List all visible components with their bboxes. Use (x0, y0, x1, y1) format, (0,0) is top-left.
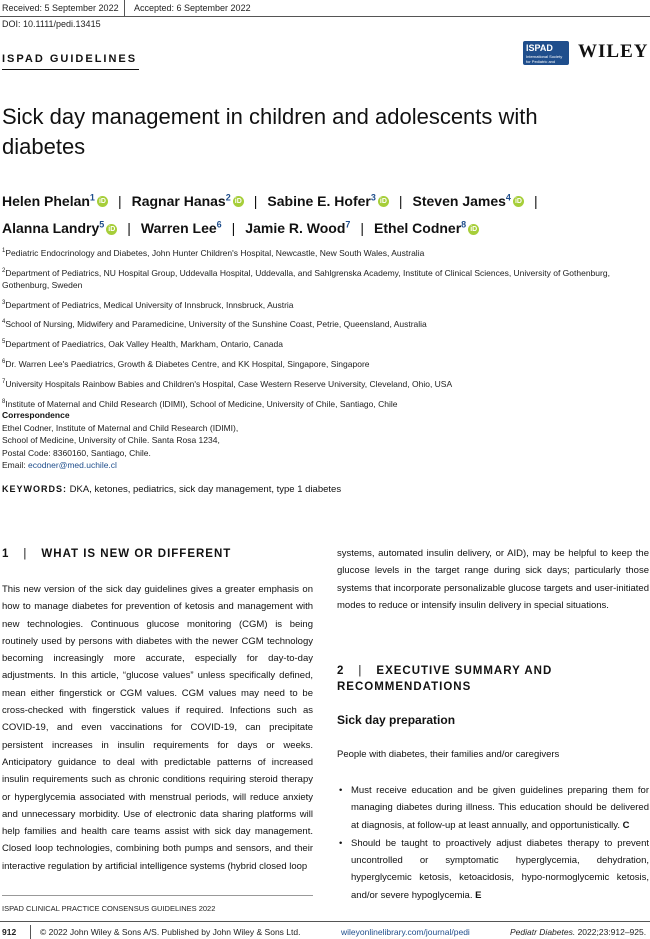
journal-citation: Pediatr Diabetes. 2022;23:912–925. (510, 927, 647, 937)
list-item: • Must receive education and be given guidelines preparing them for managing diabetes during illness. This education should be delivered at diagnosis, at follow-up at least annually, and opportunistically. C (337, 782, 649, 834)
affiliation: $^3$Department of Pediatrics, Medical University of Innsbruck, Innsbruck, Austria (2, 299, 294, 310)
keywords-text: DKA, ketones, pediatrics, sick day management, type 1 diabetes (69, 484, 342, 495)
ispad-logo-text: ISPAD (526, 43, 553, 53)
header-divider (124, 0, 125, 16)
ispad-logo (523, 41, 569, 69)
header-rule (0, 16, 650, 17)
list-item: • Should be taught to proactively adjust diabetes therapy to prevent uncontrolled or symptomatic hyperglycemia, dehydration, hyperglycemic ketosis, ketoacidosis, hypo-normoglycemic ketosis, and/or severe hypoglycemia. E (337, 835, 649, 904)
page-footer (0, 925, 650, 939)
section-1-paragraph: This new version of the sick day guidelines gives a greater emphasis on how to manage diabetes for prevention of ketosis and management with new technologies. Continuous glucose monitoring (CGM) is being routinely used by persons with diabetes with the newer CGM technology becoming increasingly more accurate, especially for day-to-day adjustments. In this article, “glucose values” unless specifically defined, mean either fingerstick or CGM values. CGM values may need to be cross-checked with fingerstick values if required. Infections such as COVID-19, and even vaccinations for COVID-19, can precipitate persistent increases in insulin requirements for days or weeks. Anticipatory guidance to deal with predictable patterns of increased insulin requirements such as chronic conditions requiring steroid therapy or hyperglycemia associated with menstrual periods, will reduce anxiety and unnecessary morbidity. Use of electronic data sharing platforms will help families and health care teams assist with sick day management. Closed loop technologies, combining both pumps and sensors, and their interactive regulation by artificial intelligence systems (hybrid closed loop (2, 584, 313, 872)
affiliation: $^4$School of Nursing, Midwifery and Paramedicine, University of the Sunshine Coast, Petrie, Queensland, Australia (2, 319, 427, 330)
correspondence (2, 409, 302, 472)
bullet-icon: • (339, 837, 343, 849)
orcid-icon[interactable]: iD (98, 198, 106, 206)
received-date: Received: 5 September 2022 (2, 3, 119, 13)
affiliation: $^7$University Hospitals Rainbow Babies and Children's Hospital, Case Western Reserve University, Cleveland, Ohio, USA (2, 378, 453, 389)
wiley-logo: WILEY (578, 41, 649, 62)
evidence-grade: C (622, 819, 630, 831)
author-separator: | (253, 192, 258, 209)
orcid-icon[interactable]: iD (379, 198, 387, 206)
keywords (2, 484, 642, 495)
orcid-icon[interactable]: iD (514, 198, 522, 206)
affiliation: $^1$Pediatric Endocrinology and Diabetes, John Hunter Children's Hospital, Newcastle, New South Wales, Australia (2, 247, 425, 258)
email-link[interactable]: ecodner@med.uchile.cl (27, 460, 117, 470)
author[interactable]: Sabine E. Hofer$^3$ iD (267, 192, 387, 209)
author[interactable]: Steven James$^4$ iD (412, 192, 522, 209)
page-number: 912 (2, 927, 17, 937)
author[interactable]: Warren Lee$^6$ (140, 219, 222, 237)
author-separator: | (127, 220, 131, 237)
section-2-intro: People with diabetes, their families and/or caregivers (337, 749, 560, 760)
orcid-icon[interactable]: iD (234, 198, 242, 206)
author-separator: | (231, 220, 236, 237)
affiliation: $^8$Institute of Maternal and Child Research (IDIMI), School of Medicine, University of Chile, Santiago, Chile (2, 398, 398, 409)
section-2-heading: 2 | EXECUTIVE SUMMARY AND RECOMMENDATIONS (337, 665, 553, 693)
footer-rule (0, 921, 650, 922)
orcid-icon[interactable]: iD (108, 226, 116, 234)
section-label: ISPAD GUIDELINES (2, 53, 138, 65)
section-1-continuation: systems, automated insulin delivery, or AID), may be helpful to keep the glucose levels in the target range during sick days; particularly those systems that incorporate personalizable glucose targets and user-initiated modes to reduce or intensify insulin delivery in special situations. (337, 548, 649, 611)
correspondence-email-line: Email: ecodner@med.uchile.cl (2, 460, 117, 470)
orcid-icon[interactable]: iD (470, 226, 478, 234)
footer-divider (30, 925, 31, 939)
affiliation: $^6$Dr. Warren Lee's Paediatrics, Growth & Diabetes Centre, and KK Hospital, Singapore, Singapore (2, 358, 370, 369)
section-1-heading: 1 | WHAT IS NEW OR DIFFERENT (2, 548, 232, 560)
keywords-label: KEYWORDS: (2, 484, 67, 494)
correspondence-heading: Correspondence (2, 410, 70, 420)
author-separator: | (360, 220, 365, 237)
bullet-icon: • (339, 785, 343, 796)
footnote-rule (2, 895, 313, 896)
section-2-subheading: Sick day preparation (337, 713, 456, 727)
correspondence-line: Ethel Codner, Institute of Maternal and Child Research (IDIMI), (2, 422, 239, 433)
author[interactable]: Helen Phelan$^1$ iD (2, 192, 106, 209)
author-separator: | (117, 192, 122, 209)
correspondence-line: Postal Code: 8360160, Santiago, Chile. (2, 447, 151, 458)
ispad-logo-fine: International Society for Pediatric and Adolescent Diabetes (526, 54, 563, 69)
accepted-date: Accepted: 6 September 2022 (134, 3, 251, 13)
author-separator: | (533, 192, 538, 209)
journal-website-link[interactable]: wileyonlinelibrary.com/journal/pedi (341, 927, 470, 937)
section-label-rule (2, 69, 139, 70)
footnote: ISPAD CLINICAL PRACTICE CONSENSUS GUIDELINES 2022 (2, 904, 216, 913)
author[interactable]: Jamie R. Wood$^7$ (245, 219, 351, 237)
affiliation: $^5$Department of Paediatrics, Oak Valley Health, Markham, Ontario, Canada (2, 339, 283, 350)
evidence-grade: E (475, 889, 482, 901)
top-header (0, 0, 650, 16)
author-separator: | (398, 192, 403, 209)
author[interactable]: Ragnar Hanas$^2$ iD (131, 192, 242, 209)
affiliations (2, 245, 642, 416)
correspondence-line: School of Medicine, University of Chile. Santa Rosa 1234, (2, 435, 220, 445)
article-title: Sick day management in children and adolescents with diabetes (2, 104, 538, 159)
affiliation: $^2$Department of Pediatrics, NU Hospital Group, Uddevalla Hospital, Uddevalla, and Sahlgrenska Academy, Institute of Clinical Sciences, University of Gothenburg, Gothenburg, Sweden (2, 267, 610, 290)
author[interactable]: Ethel Codner$^8$ iD (374, 219, 478, 237)
doi[interactable]: DOI: 10.1111/pedi.13415 (2, 19, 101, 29)
copyright: © 2022 John Wiley & Sons A/S. Published by John Wiley & Sons Ltd. (40, 927, 301, 937)
author-list (2, 185, 647, 240)
author[interactable]: Alanna Landry$^5$ iD (2, 219, 116, 237)
recommendation-list (337, 782, 649, 904)
